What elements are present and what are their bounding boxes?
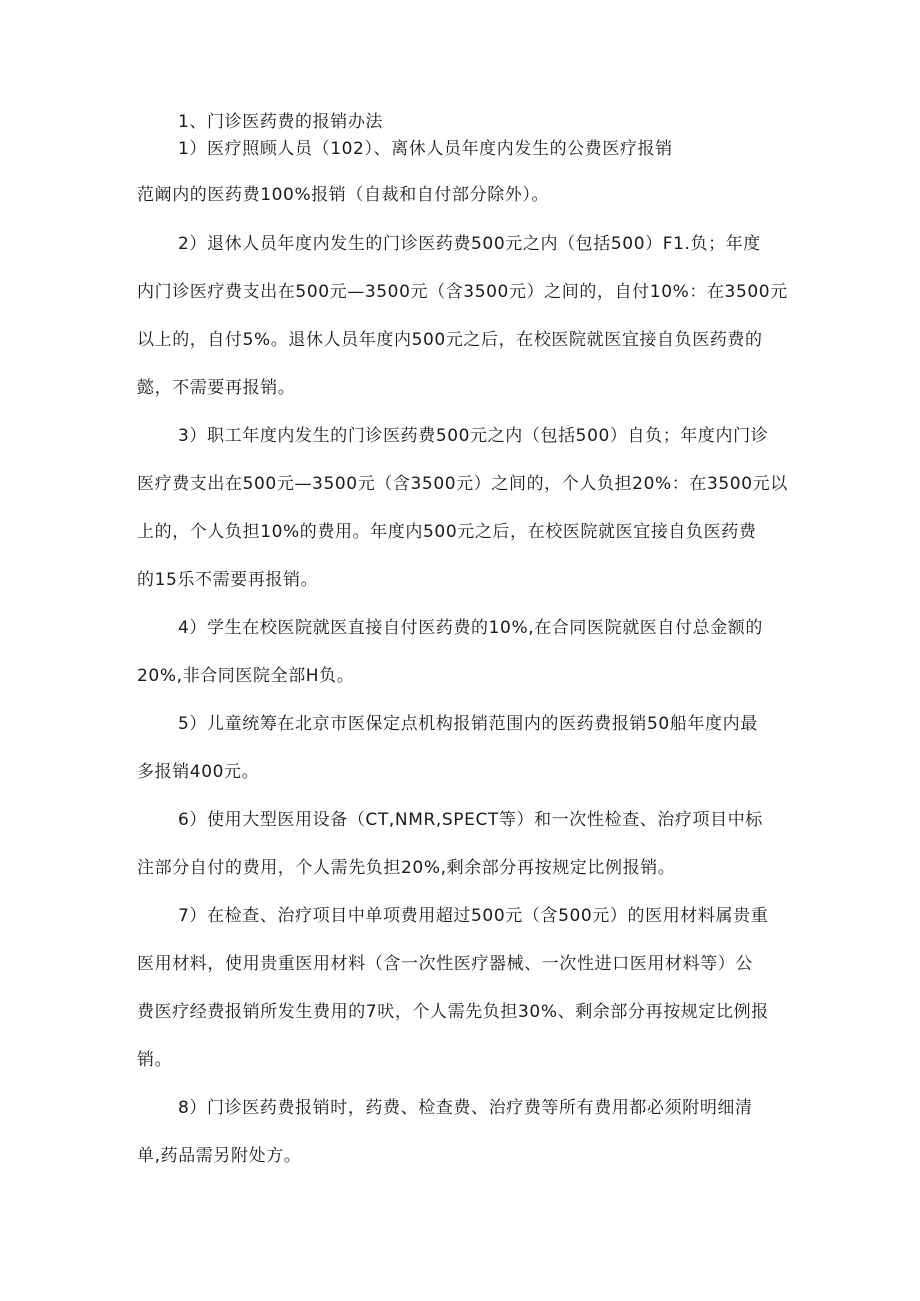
paragraph-7-line-1: 7）在检查、治疗项目中单项费用超过500元（含500元）的医用材料属贵重 xyxy=(178,906,769,926)
paragraph-4-line-1: 4）学生在校医院就医直接自付医药费的10%,在合同医院就医自付总金额的 xyxy=(178,618,764,638)
paragraph-2-line-4: 懿，不需要再报销。 xyxy=(137,378,296,398)
paragraph-8-line-2: 单,药品需另附处方。 xyxy=(137,1146,302,1166)
paragraph-1-line-1: 1）医疗照顾人员（102）、离休人员年度内发生的公费医疗报销 xyxy=(178,139,673,159)
paragraph-3-line-1: 3）职工年度内发生的门诊医药费500元之内（包括500）自负；年度内门诊 xyxy=(178,426,769,446)
paragraph-4-line-2: 20%,非合同医院全部H负。 xyxy=(137,666,355,686)
section-heading: 1、门诊医药费的报销办法 xyxy=(178,112,384,132)
paragraph-6-line-1: 6）使用大型医用设备（CT,NMR,SPECT等）和一次性检查、治疗项目中标 xyxy=(178,810,763,830)
paragraph-5-line-1: 5）儿童统筹在北京市医保定点机构报销范围内的医药费报销50船年度内最 xyxy=(178,714,758,734)
paragraph-7-line-3: 费医疗经费报销所发生费用的7吠，个人需先负担30%、剩余部分再按规定比例报 xyxy=(137,1002,769,1022)
paragraph-2-line-2: 内门诊医疗费支出在500元—3500元（含3500元）之间的，自付10%：在3500元 xyxy=(137,282,788,302)
paragraph-7-line-4: 销。 xyxy=(137,1050,173,1070)
paragraph-8-line-1: 8）门诊医药费报销时，药费、检查费、治疗费等所有费用都必须附明细清 xyxy=(178,1098,753,1118)
paragraph-1-line-2: 范阚内的医药费100%报销（自裁和自付部分除外）。 xyxy=(137,185,550,205)
paragraph-5-line-2: 多报销400元。 xyxy=(137,762,260,782)
paragraph-3-line-4: 的15乐不需要再报销。 xyxy=(137,570,319,590)
paragraph-2-line-3: 以上的，自付5%。退休人员年度内500元之后，在校医院就医宜接自负医药费的 xyxy=(137,330,763,350)
paragraph-7-line-2: 医用材料，使用贵重医用材料（含一次性医疗器械、一次性进口医用材料等）公 xyxy=(137,954,753,974)
paragraph-3-line-3: 上的，个人负担10%的费用。年度内500元之后，在校医院就医宜接自负医药费 xyxy=(137,522,757,542)
paragraph-6-line-2: 注部分自付的费用，个人需先负担20%,剩余部分再按规定比例报销。 xyxy=(137,858,676,878)
paragraph-2-line-1: 2）退休人员年度内发生的门诊医药费500元之内（包括500）F1.负；年度 xyxy=(178,234,761,254)
paragraph-3-line-2: 医疗费支出在500元—3500元（含3500元）之间的，个人负担20%：在3500元以 xyxy=(137,474,788,494)
